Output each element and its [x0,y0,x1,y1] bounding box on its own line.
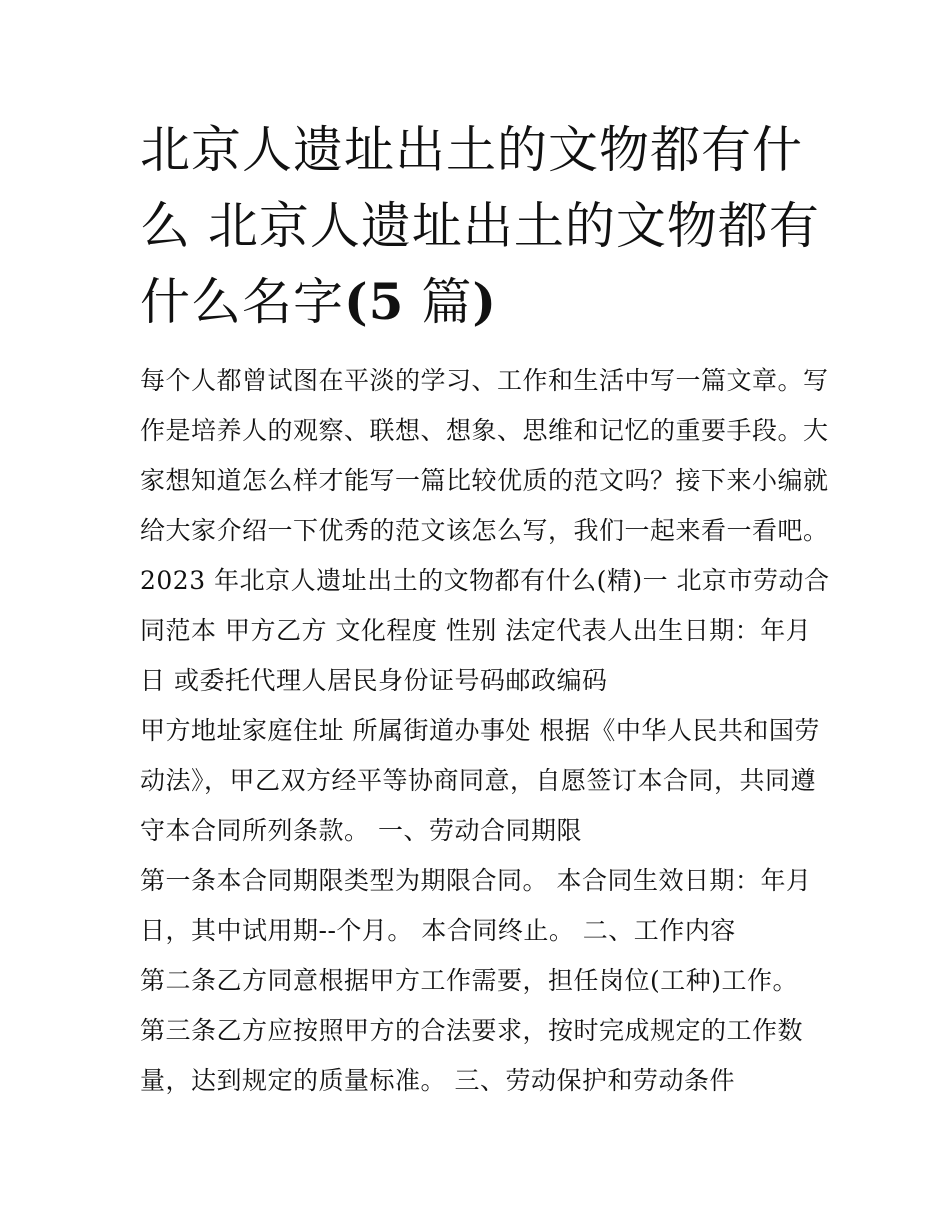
body-line: 给大家介绍一下优秀的范文该怎么写，我们一起来看一看吧。 [140,516,829,545]
body-line: 第一条本合同期限类型为期限合同。 本合同生效日期：年月 [140,866,812,895]
body-line: 同范本 甲方乙方 文化程度 性别 法定代表人出生日期：年月 [140,616,812,645]
body-line: 家想知道怎么样才能写一篇比较优质的范文吗？接下来小编就 [140,466,829,495]
body-line: 甲方地址家庭住址 所属街道办事处 根据《中华人民共和国劳 [140,716,820,745]
body-line: 作是培养人的观察、联想、想象、思维和记忆的重要手段。大 [140,416,829,445]
title-count-open: (5 [344,272,405,331]
body-line: 守本合同所列条款。 一、劳动合同期限 [140,816,582,845]
title-count-close: ) [472,272,498,331]
body-line: 动法》，甲乙双方经平等协商同意，自愿签订本合同，共同遵 [140,766,817,795]
title-line-3 [140,264,820,340]
title-line-3-prefix: 什么名字 [140,273,344,331]
body-line: 第二条乙方同意根据甲方工作需要，担任岗位(工种)工作。 [140,966,799,995]
body-line: 2023 年北京人遗址出土的文物都有什么(精)一 北京市劳动合 [140,566,830,595]
body-line: 日 或委托代理人居民身份证号码邮政编码 [140,666,608,695]
body-line: 每个人都曾试图在平淡的学习、工作和生活中写一篇文章。写 [140,366,829,395]
title-line-2: 么 北京人遗址出土的文物都有 [140,197,820,255]
title-count-unit: 篇 [404,273,473,331]
title-line-1: 北京人遗址出土的文物都有什 [140,121,803,179]
document-title [140,112,820,340]
body-line: 第三条乙方应按照甲方的合法要求，按时完成规定的工作数 [140,1016,804,1045]
document-body [140,356,830,1106]
body-line: 日，其中试用期--个月。 本合同终止。 二、工作内容 [140,916,736,945]
body-line: 量，达到规定的质量标准。 三、劳动保护和劳动条件 [140,1066,735,1095]
